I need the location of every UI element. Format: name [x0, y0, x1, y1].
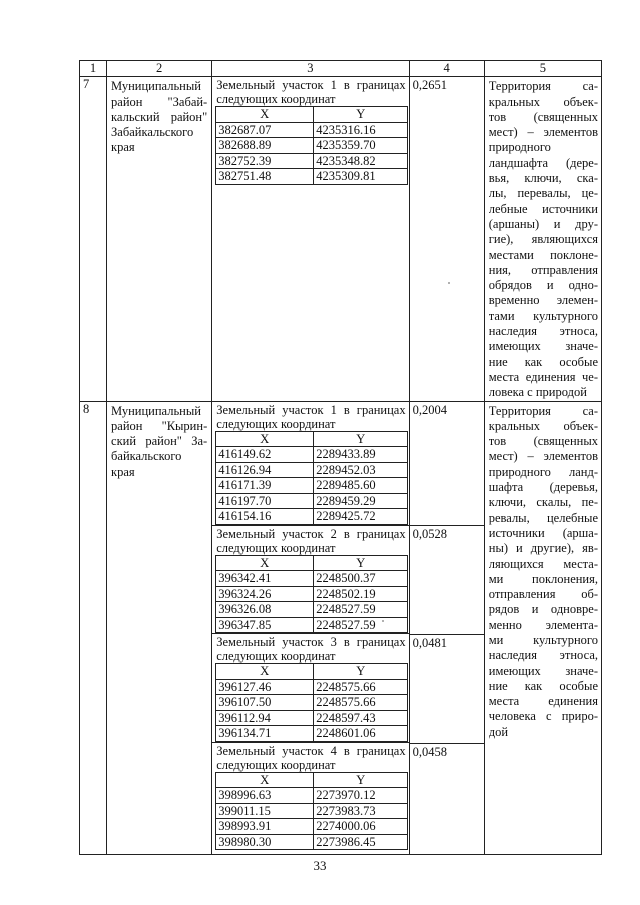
coord-row	[216, 478, 408, 494]
coord-row	[216, 153, 408, 169]
coord-row	[216, 788, 408, 804]
coordinates-table	[215, 106, 408, 185]
coord-x: 396324.26	[216, 586, 314, 602]
municipal-area	[107, 401, 212, 854]
coord-x: 416171.39	[216, 478, 314, 494]
description-line: места единения	[488, 694, 598, 709]
coord-row	[216, 122, 408, 138]
coord-y: 2248601.06	[314, 726, 408, 742]
coord-row	[216, 462, 408, 478]
coord-row	[216, 679, 408, 695]
coord-row	[216, 710, 408, 726]
description-line: рядов и одновре-	[488, 602, 598, 617]
coord-header-row	[216, 772, 408, 788]
coord-row	[216, 509, 408, 525]
description-line: ние как особые	[488, 354, 598, 369]
description-line: шафта (деревья,	[488, 480, 598, 495]
coord-y: 2248502.19	[314, 586, 408, 602]
territory-description	[484, 77, 601, 401]
description-line: обрядов и одно-	[488, 278, 598, 293]
x-header: X	[216, 664, 314, 680]
coord-row	[216, 803, 408, 819]
header-col-2: 2	[107, 61, 212, 77]
description-line: мест) – элементов	[488, 449, 598, 464]
municipal-area	[107, 77, 212, 401]
y-header: Y	[314, 664, 408, 680]
description-line: природного ланд-	[488, 464, 598, 479]
row-number: 7	[80, 77, 107, 401]
coord-x: 396112.94	[216, 710, 314, 726]
header-col-1: 1	[80, 61, 107, 77]
coord-x: 398993.91	[216, 819, 314, 835]
description-line: тами культурного	[488, 308, 598, 323]
coord-x: 382751.48	[216, 169, 314, 185]
coord-y: 4235359.70	[314, 138, 408, 154]
table-row	[80, 77, 602, 401]
plot-area-value: 0,0528	[410, 525, 484, 634]
coord-y: 2289433.89	[314, 447, 408, 463]
territory-description	[484, 401, 601, 854]
coord-x: 382688.89	[216, 138, 314, 154]
description-line: ния, отправления	[488, 262, 598, 277]
y-header: Y	[314, 431, 408, 447]
area-line: кальский район"	[111, 109, 208, 124]
x-header: X	[216, 555, 314, 571]
coord-y: 2289459.29	[314, 493, 408, 509]
coord-x: 416149.62	[216, 447, 314, 463]
area-line: район "Забай-	[111, 94, 208, 109]
coord-y: 2248575.66	[314, 695, 408, 711]
plot-area-value: 0,2004	[412, 402, 447, 417]
coord-header-row	[216, 431, 408, 447]
y-header: Y	[314, 555, 408, 571]
area-values-cell	[409, 401, 484, 854]
coord-x: 396342.41	[216, 571, 314, 587]
description-line: тов (священных	[488, 109, 598, 124]
coord-row	[216, 571, 408, 587]
coord-x: 382687.07	[216, 122, 314, 138]
description-line: имеющих значе-	[488, 663, 598, 678]
coord-x: 396107.50	[216, 695, 314, 711]
plot-label: Земельный участок 3 в границах следующих координат	[216, 635, 406, 664]
description-line: дой	[488, 724, 509, 739]
row-number: 8	[80, 401, 107, 854]
scan-speck	[382, 620, 384, 622]
x-header: X	[216, 431, 314, 447]
description-line: лы, перевалы, це-	[488, 186, 598, 201]
description-line: вья, ключи, ска-	[488, 171, 598, 186]
plot-label: Земельный участок 2 в границах следующих координат	[216, 526, 406, 555]
x-header: X	[216, 107, 314, 123]
coord-row	[216, 169, 408, 185]
description-line: ключи, скалы, пе-	[488, 495, 598, 510]
coord-y: 4235348.82	[314, 153, 408, 169]
description-line: ландшафта (дере-	[488, 155, 598, 170]
coord-y: 2248575.66	[314, 679, 408, 695]
plots-cell	[212, 77, 409, 401]
coord-y: 2273983.73	[314, 803, 408, 819]
area-line: ский район" За-	[111, 434, 208, 449]
description-line: кральных объек-	[488, 94, 598, 109]
coord-y: 2289485.60	[314, 478, 408, 494]
description-line: наследия этноса,	[488, 648, 598, 663]
coord-header-row	[216, 555, 408, 571]
area-line: Муниципальный	[111, 79, 201, 94]
area-values-cell	[409, 77, 484, 401]
coord-row	[216, 834, 408, 850]
land-plots-table	[79, 60, 602, 855]
description-line: ляющихся места-	[488, 556, 598, 571]
description-line: временно элемен-	[488, 293, 598, 308]
coord-x: 396347.85	[216, 617, 314, 633]
description-line: человека с приро-	[488, 709, 598, 724]
description-line: (аршаны) и дру-	[488, 216, 598, 231]
coordinates-table	[215, 663, 408, 742]
plot-block	[212, 525, 408, 634]
description-line: наследия этноса,	[488, 324, 598, 339]
description-line: кральных объек-	[488, 418, 598, 433]
header-col-4: 4	[409, 61, 484, 77]
coord-y: 2274000.06	[314, 819, 408, 835]
plots-cell	[212, 401, 409, 854]
coord-x: 398980.30	[216, 834, 314, 850]
area-line: байкальского	[111, 449, 182, 464]
description-line: ми культурного	[488, 632, 598, 647]
coord-row	[216, 493, 408, 509]
coordinates-table	[215, 772, 408, 851]
coord-header-row	[216, 107, 408, 123]
coord-header-row	[216, 664, 408, 680]
coord-y: 2289452.03	[314, 462, 408, 478]
coord-x: 396127.46	[216, 679, 314, 695]
plot-area-value: 0,0458	[410, 743, 484, 852]
area-line: края	[111, 140, 135, 155]
plot-block	[212, 742, 408, 851]
coord-x: 396326.08	[216, 602, 314, 618]
description-line: места единения че-	[488, 369, 598, 384]
coord-y: 2248527.59	[314, 617, 408, 633]
plot-area-value: 0,0481	[410, 634, 484, 743]
coord-y: 4235316.16	[314, 122, 408, 138]
description-line: менно элемента-	[488, 617, 598, 632]
area-line: Забайкальского	[111, 125, 194, 140]
description-line: источники (арша-	[488, 525, 598, 540]
scan-speck	[448, 282, 450, 284]
page-number: 33	[313, 858, 327, 873]
coord-row	[216, 617, 408, 633]
area-line: Муниципальный	[111, 403, 201, 418]
description-line: отправления об-	[488, 587, 598, 602]
coord-y: 2248597.43	[314, 710, 408, 726]
coord-x: 382752.39	[216, 153, 314, 169]
coord-y: 2273986.45	[314, 834, 408, 850]
coord-y: 2248500.37	[314, 571, 408, 587]
plot-label: Земельный участок 1 в границах следующих координат	[216, 402, 406, 431]
coord-x: 416126.94	[216, 462, 314, 478]
description-line: ние как особые	[488, 678, 598, 693]
coord-y: 2248527.59	[314, 602, 408, 618]
coordinates-table	[215, 431, 408, 525]
coord-y: 2289425.72	[314, 509, 408, 525]
coord-row	[216, 447, 408, 463]
description-line: местами поклоне-	[488, 247, 598, 262]
coord-x: 416154.16	[216, 509, 314, 525]
header-col-5: 5	[484, 61, 601, 77]
description-line: лебные источники	[488, 201, 598, 216]
description-line: ревалы, целебные	[488, 510, 598, 525]
description-line: природного	[488, 140, 551, 155]
description-line: ны) и другие), яв-	[488, 541, 598, 556]
coord-y: 4235309.81	[314, 169, 408, 185]
header-col-3: 3	[212, 61, 409, 77]
description-line: Территория са-	[488, 79, 598, 94]
coord-x: 416197.70	[216, 493, 314, 509]
coord-y: 2273970.12	[314, 788, 408, 804]
description-line: Территория са-	[488, 403, 598, 418]
description-line: тов (священных	[488, 434, 598, 449]
coord-row	[216, 695, 408, 711]
description-line: ми поклонения,	[488, 571, 598, 586]
plot-label: Земельный участок 4 в границах следующих координат	[216, 743, 406, 772]
x-header: X	[216, 772, 314, 788]
area-line: края	[111, 464, 135, 479]
coord-x: 398996.63	[216, 788, 314, 804]
plot-block	[212, 77, 408, 185]
y-header: Y	[314, 772, 408, 788]
coord-row	[216, 586, 408, 602]
area-line: район "Кырин-	[111, 418, 208, 433]
coord-row	[216, 819, 408, 835]
coord-row	[216, 602, 408, 618]
description-line: мест) – элементов	[488, 125, 598, 140]
table-row	[80, 401, 602, 854]
coord-x: 399011.15	[216, 803, 314, 819]
plot-block	[212, 402, 408, 525]
plot-label: Земельный участок 1 в границах следующих координат	[216, 78, 406, 107]
plot-area-value: 0,2651	[412, 78, 447, 93]
coord-row	[216, 726, 408, 742]
description-line: имеющих значе-	[488, 339, 598, 354]
y-header: Y	[314, 107, 408, 123]
description-line: ловека с природой	[488, 385, 587, 400]
description-line: гие), являющихся	[488, 232, 598, 247]
plot-block	[212, 633, 408, 742]
coordinates-table	[215, 555, 408, 634]
coord-row	[216, 138, 408, 154]
coord-x: 396134.71	[216, 726, 314, 742]
table-header-row	[80, 61, 602, 77]
